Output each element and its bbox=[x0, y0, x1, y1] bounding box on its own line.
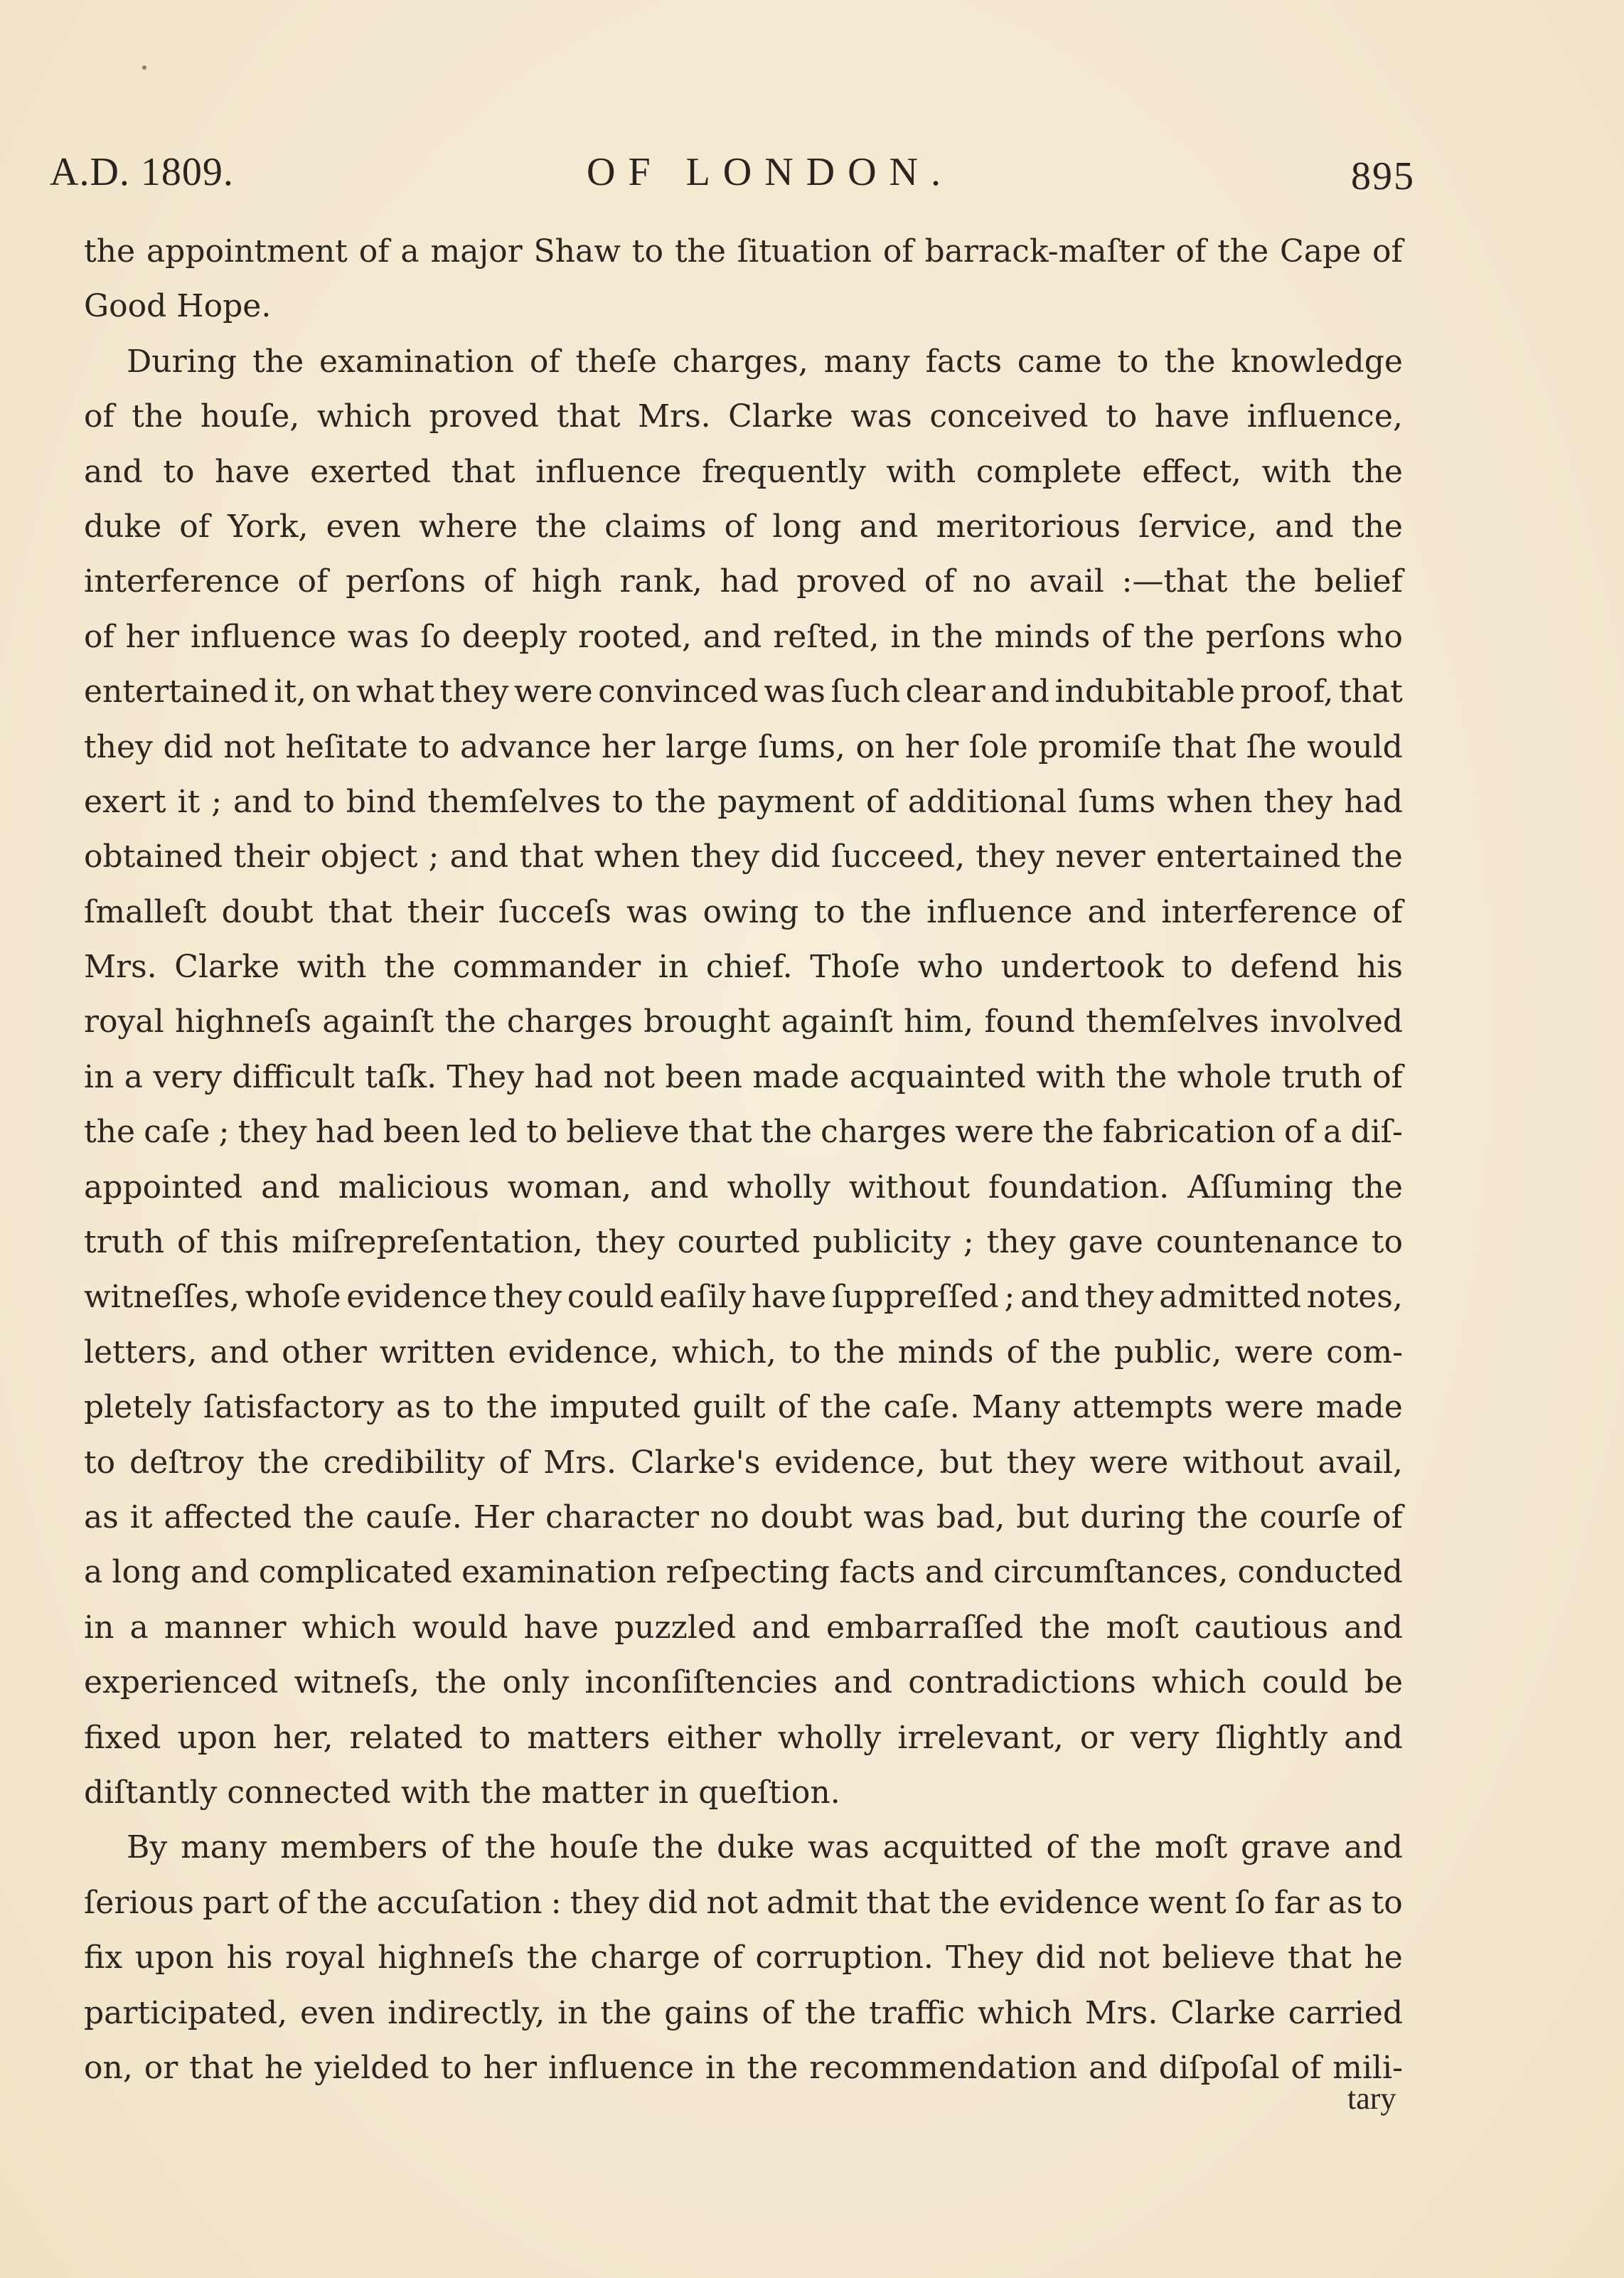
text-line: fixed upon her, related to matters either wholly irrelevant, or very ſlightly and bbox=[84, 1719, 1403, 1756]
paper-speck bbox=[142, 65, 146, 70]
text-line: interference of perſons of high rank, had proved of no avail :—that the belief bbox=[84, 563, 1403, 600]
page-number: 895 bbox=[1351, 154, 1415, 198]
text-line: in a manner which would have puzzled and embarraſſed the moſt cautious and bbox=[84, 1609, 1403, 1646]
header-title: OF LONDON. bbox=[587, 150, 953, 194]
text-line: truth of this miſrepreſentation, they courted publicity ; they gave countenance to bbox=[84, 1224, 1403, 1261]
text-line: Good Hope. bbox=[84, 288, 272, 325]
text-line: entertained it, on what they were convinced was ſuch clear and indubitable proof, that bbox=[84, 674, 1403, 710]
text-line: obtained their object ; and that when they did ſucceed, they never entertained the bbox=[84, 839, 1403, 875]
text-line: in a very difficult taſk. They had not been made acquainted with the whole truth of bbox=[84, 1058, 1403, 1095]
text-line: to deſtroy the credibility of Mrs. Clarke's evidence, but they were without avail, bbox=[84, 1444, 1403, 1481]
text-line: the appointment of a major Shaw to the ſituation of barrack-maſter of the Cape of bbox=[84, 233, 1403, 270]
text-line: letters, and other written evidence, which, to the minds of the public, were com- bbox=[84, 1334, 1403, 1370]
header-date: A.D. 1809. bbox=[50, 150, 234, 194]
text-line: of her influence was ſo deeply rooted, and reſted, in the minds of the perſons who bbox=[84, 618, 1403, 655]
text-line: on, or that he yielded to her influence in the recommendation and diſpoſal of mili- bbox=[84, 2049, 1403, 2086]
text-line: Mrs. Clarke with the commander in chief. Thoſe who undertook to defend his bbox=[84, 949, 1403, 986]
text-line: witneſſes, whoſe evidence they could eaſily have ſuppreſſed ; and they admitted notes, bbox=[84, 1279, 1403, 1316]
text-line: fix upon his royal highneſs the charge of corruption. They did not believe that he bbox=[84, 1939, 1403, 1976]
running-header bbox=[50, 149, 1422, 213]
text-line: appointed and malicious woman, and wholly without foundation. Aſſuming the bbox=[84, 1169, 1403, 1205]
text-line: ſmalleſt doubt that their ſucceſs was owing to the influence and interference of bbox=[84, 893, 1403, 930]
text-line: During the examination of theſe charges, many facts came to the knowledge bbox=[127, 343, 1403, 380]
text-line: of the houſe, which proved that Mrs. Clarke was conceived to have influence, bbox=[84, 398, 1403, 435]
text-line: exert it ; and to bind themſelves to the payment of additional ſums when they had bbox=[84, 783, 1403, 820]
text-line: the caſe ; they had been led to believe that the charges were the fabrication of a diſ- bbox=[84, 1114, 1403, 1151]
text-line: a long and complicated examination reſpecting facts and circumſtances, conducted bbox=[84, 1554, 1403, 1591]
text-line: experienced witneſs, the only inconſiſtencies and contradictions which could be bbox=[84, 1664, 1403, 1701]
text-line: duke of York, even where the claims of long and meritorious ſervice, and the bbox=[84, 508, 1403, 545]
text-line: pletely ſatisfactory as to the imputed guilt of the caſe. Many attempts were made bbox=[84, 1389, 1403, 1426]
text-line: By many members of the houſe the duke was acquitted of the moſt grave and bbox=[127, 1829, 1403, 1866]
text-line: diſtantly connected with the matter in queſtion. bbox=[84, 1774, 840, 1811]
catchword: tary bbox=[1347, 2081, 1396, 2116]
text-line: ſerious part of the accuſation : they did not admit that the evidence went ſo far as to bbox=[84, 1884, 1403, 1921]
text-line: they did not heſitate to advance her large ſums, on her ſole promiſe that ſhe would bbox=[84, 728, 1403, 765]
text-line: and to have exerted that influence frequently with complete effect, with the bbox=[84, 453, 1403, 490]
body-text bbox=[84, 224, 1403, 2095]
text-line: participated, even indirectly, in the gains of the traffic which Mrs. Clarke carried bbox=[84, 1994, 1403, 2031]
text-line: as it affected the cauſe. Her character no doubt was bad, but during the courſe of bbox=[84, 1499, 1403, 1535]
text-line: royal highneſs againſt the charges brought againſt him, found themſelves involved bbox=[84, 1004, 1403, 1040]
